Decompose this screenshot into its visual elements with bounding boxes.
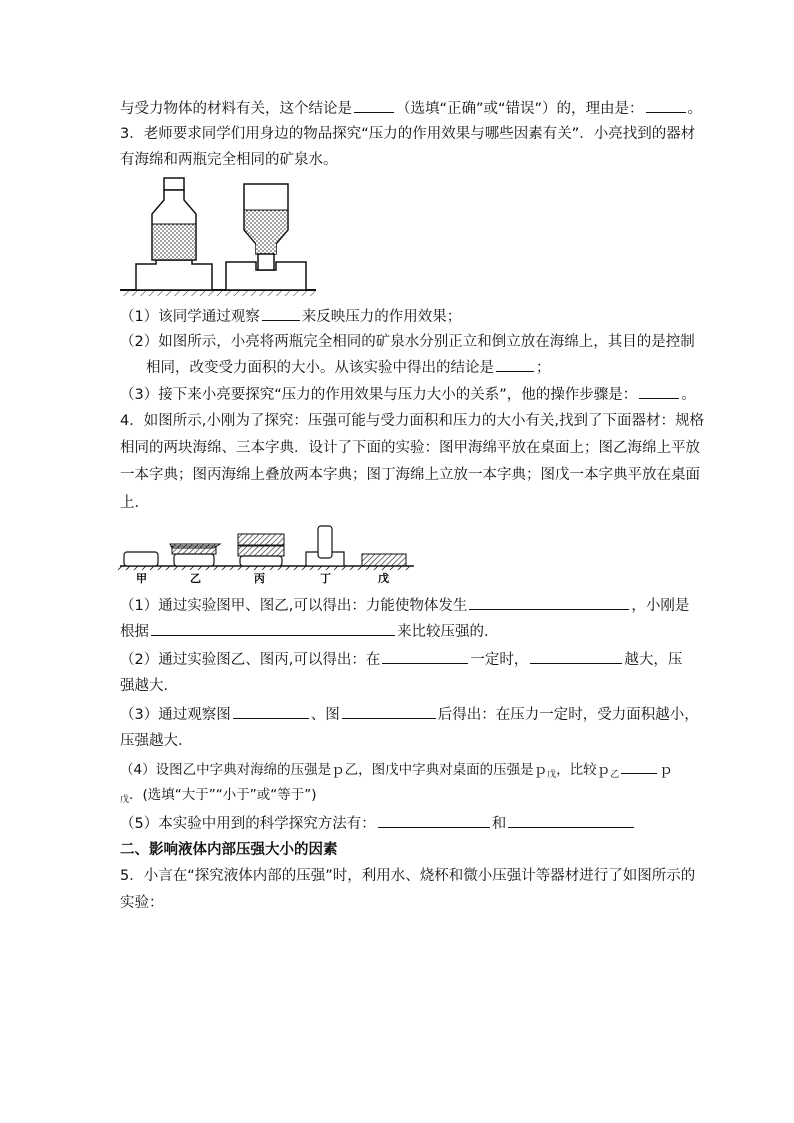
subscript: 戊 (547, 770, 557, 780)
text: 。 (687, 101, 703, 117)
question-5-stem: 5．小言在“探究液体内部的压强”时，利用水、烧杯和微小压强计等器材进行了如图所示的 (120, 868, 696, 884)
text-line: 上． (120, 495, 149, 511)
figure-label: 甲 (136, 572, 147, 584)
dictionary (362, 554, 406, 566)
answer-blank[interactable] (530, 649, 622, 664)
text-line: 相同的两块海绵、三本字典．设计了下面的实验：图甲海绵平放在桌面上；图乙海绵上平放 (120, 440, 700, 456)
dictionary (238, 546, 284, 556)
answer-blank[interactable] (382, 649, 468, 664)
subscript: 乙 (610, 770, 620, 780)
text: ｐ (659, 762, 673, 778)
text-line (120, 595, 689, 616)
text-line (120, 759, 673, 782)
answer-blank[interactable] (262, 306, 300, 321)
text: 。 (681, 387, 696, 403)
question-4-stem: 4．如图所示,小刚为了探究：压强可能与受力面积和压力的大小有关,找到了下面器材：规格 (120, 413, 704, 429)
text: （1）通过实验图甲、图乙,可以得出：力能使物体发生 (120, 598, 468, 614)
text-line: 一本字典；图丙海绵上叠放两本字典；图丁海绵上立放一本字典；图戊一本字典平放在桌面 (120, 467, 700, 483)
bottles-on-sponge-figure (118, 174, 318, 299)
dictionary (238, 534, 284, 545)
sponge-dictionary-figure (118, 522, 418, 584)
text: ．(选填“大于”“小于”或“等于”) (129, 787, 317, 803)
answer-blank[interactable] (469, 595, 629, 610)
answer-blank[interactable] (122, 358, 144, 372)
text-line: 强越大． (120, 678, 178, 694)
subscript: 戊 (120, 795, 130, 805)
text: （2）通过实验图乙、图丙,可以得出：在 (120, 652, 381, 668)
text-line: 有海绵和两瓶完全相同的矿泉水。 (120, 152, 338, 168)
answer-blank[interactable] (151, 621, 395, 636)
question-3-stem: 3．老师要求同学们用身边的物品探究“压力的作用效果与哪些因素有关”．小亮找到的器材 (120, 126, 696, 142)
answer-blank[interactable] (354, 98, 394, 113)
text: 后得出：在压力一定时，受力面积越小， (437, 707, 699, 723)
sponge (240, 556, 282, 566)
answer-blank[interactable] (646, 98, 686, 113)
text-line: （2）如图所示，小亮将两瓶完全相同的矿泉水分别正立和倒立放在海绵上，其目的是控制 (120, 334, 695, 350)
upright-bottle (152, 178, 196, 260)
figure-label: 丙 (254, 572, 265, 584)
text: 来比较压强的． (397, 624, 499, 640)
text-line: 压强越大． (120, 733, 193, 749)
text: ，比较ｐ (556, 762, 611, 778)
text-line (120, 384, 696, 405)
answer-blank[interactable] (496, 357, 534, 372)
text-line (120, 357, 551, 378)
dictionary (318, 526, 332, 558)
text: （4）设图乙中字典对海绵的压强是ｐ乙，图戊中字典对桌面的压强是ｐ (120, 762, 548, 778)
text: 一定时， (470, 652, 529, 668)
text-line (120, 621, 499, 642)
text: （3）接下来小亮要探究“压力的作用效果与压力大小的关系”，他的操作步骤是： (120, 387, 638, 403)
text: 来反映压力的作用效果； (301, 309, 462, 325)
figure-label: 乙 (190, 572, 201, 584)
sponge (174, 554, 214, 566)
answer-blank[interactable] (639, 384, 679, 399)
text: （5）本实验中用到的科学探究方法有： (120, 816, 376, 832)
answer-blank[interactable] (342, 704, 436, 719)
answer-blank[interactable] (233, 704, 309, 719)
text-line (120, 785, 317, 807)
text-line (120, 649, 682, 670)
text: 越大，压 (624, 652, 683, 668)
text-line (120, 813, 636, 834)
text: （选填“正确”或“错误”）的，理由是： (396, 101, 644, 117)
answer-blank[interactable] (508, 813, 634, 828)
sponge (124, 552, 158, 566)
text-line (120, 306, 461, 327)
text: 和 (491, 816, 507, 832)
figure-label: 丁 (320, 572, 331, 584)
inverted-bottle (244, 184, 288, 270)
text: 相同，改变受力面积的大小。从该实验中得出的结论是 (146, 360, 494, 376)
text-line: 实验： (120, 895, 164, 911)
answer-blank[interactable] (621, 759, 657, 774)
text: 、图 (310, 707, 340, 723)
text: （1）该同学通过观察 (120, 309, 260, 325)
dictionary (172, 546, 216, 554)
text: 根据 (120, 624, 149, 640)
text: ； (536, 360, 551, 376)
text: 与受力物体的材料有关，这个结论是 (120, 101, 352, 117)
text: ，小刚是 (631, 598, 690, 614)
text: （3）通过观察图 (120, 707, 231, 723)
text-line (120, 704, 699, 725)
figure-label: 戊 (378, 572, 389, 584)
text-line (120, 98, 702, 119)
answer-blank[interactable] (378, 813, 490, 828)
section-heading: 二、影响液体内部压强大小的因素 (120, 842, 338, 858)
